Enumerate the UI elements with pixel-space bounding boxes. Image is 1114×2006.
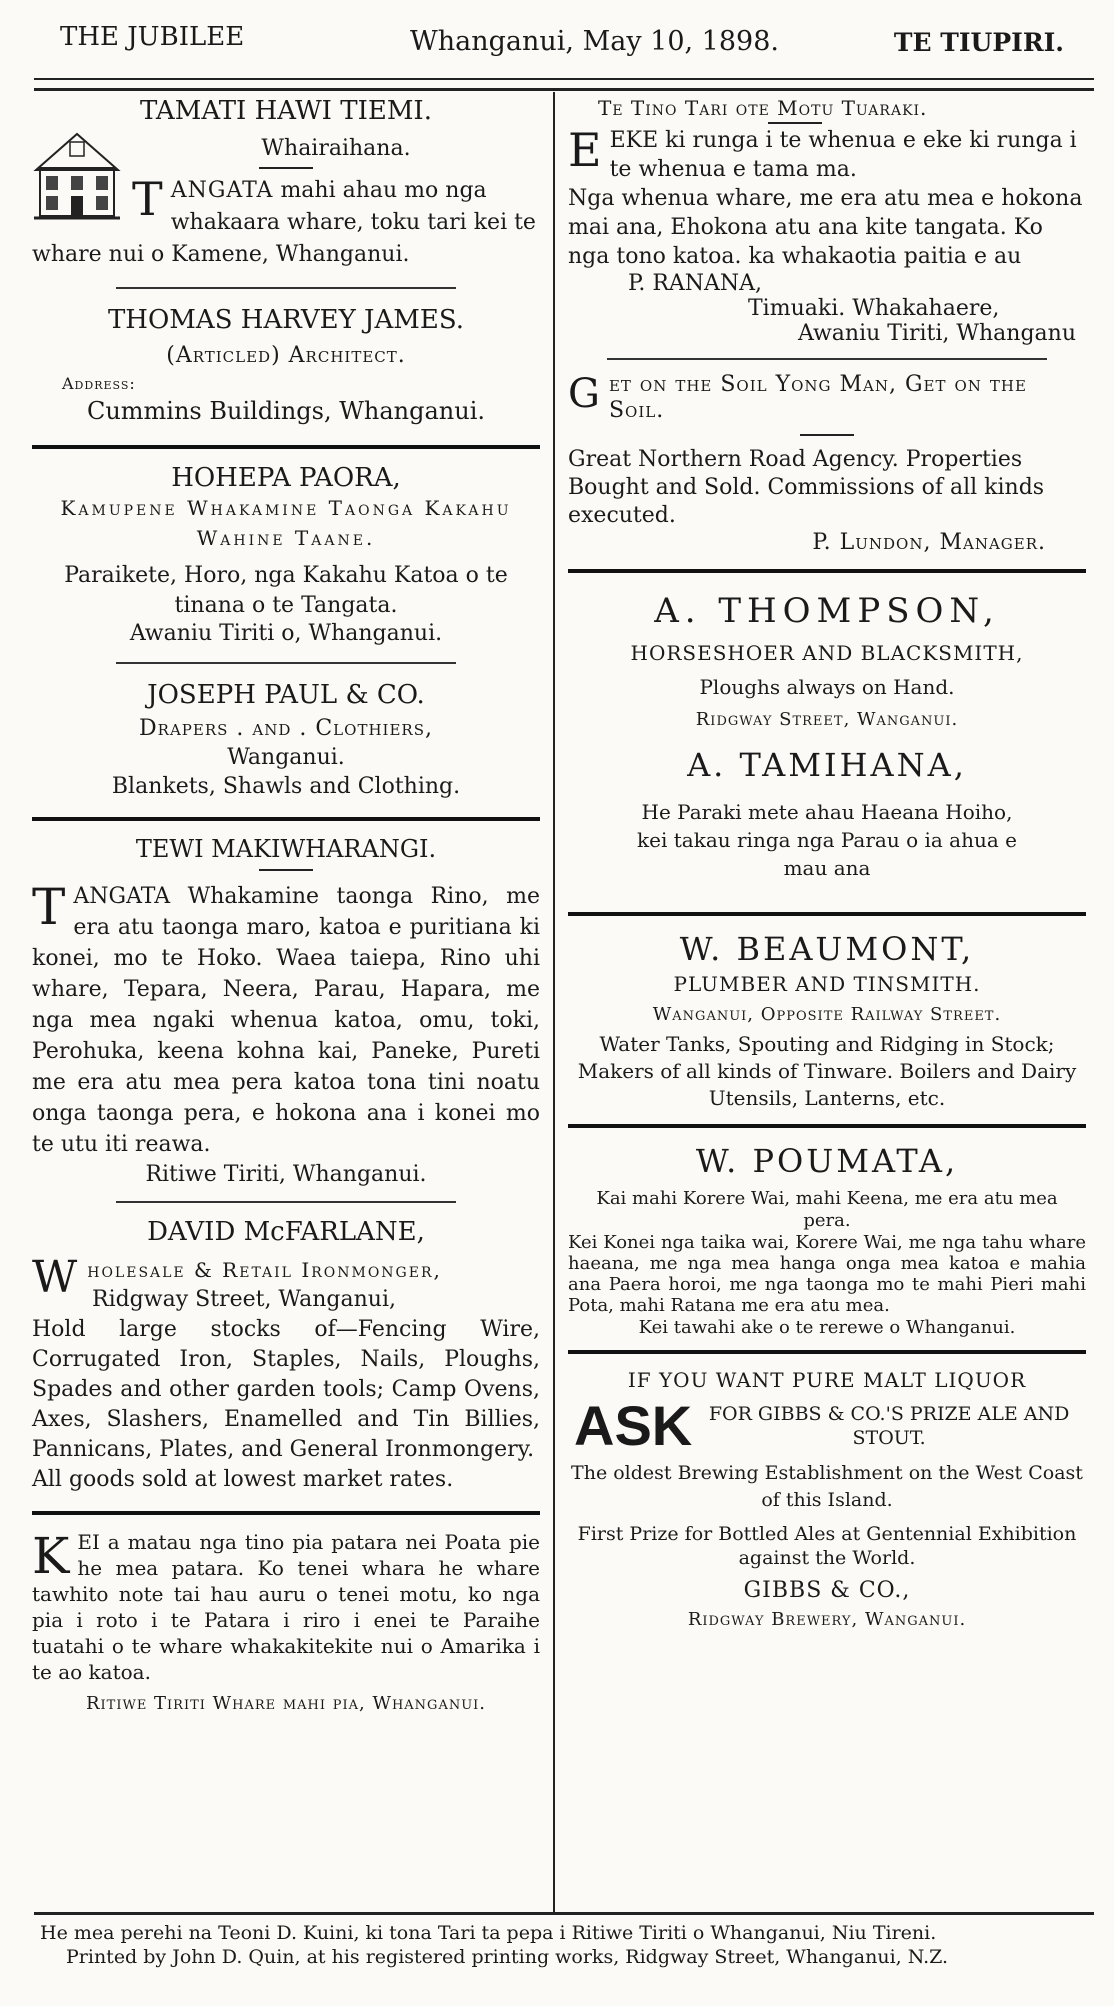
ad-thomas-address: Cummins Buildings, Whanganui.: [86, 397, 486, 425]
ad-tewi-name: TEWI MAKIWHARANGI.: [135, 835, 437, 863]
ad-david-rates: All goods sold at lowest market rates.: [32, 1467, 454, 1492]
ad-gibbs-oldest: The oldest Brewing Establishment on the West Coast of this Island.: [571, 1462, 1083, 1511]
short-rule: [800, 434, 854, 436]
ad-thompson-name: A. THOMPSON,: [654, 591, 1000, 631]
divider-thick: [32, 817, 540, 821]
ad-tuaraki-lead-line: [568, 123, 1086, 184]
ad-poumata-body1: Kai mahi Korere Wai, mahi Keena, me era atu mea pera.: [596, 1188, 1058, 1231]
ad-tuaraki-body: Nga whenua whare, me era atu mea e hokona mai ana, Ehokona atu ana kite tangata. Ko nga tono katoa. ka whakaotia paitia e au: [568, 186, 1083, 269]
divider-thick: [568, 569, 1086, 573]
ad-thompson-address: Ridgway Street, Wanganui.: [695, 709, 959, 730]
ad-beaumont-trade: PLUMBER AND TINSMITH.: [673, 972, 981, 996]
divider-thick: [568, 1350, 1086, 1354]
header-rule: [34, 78, 1094, 80]
ad-thompson: [568, 591, 1086, 730]
house-illustration-icon: [32, 128, 122, 224]
ad-david-name: DAVID McFARLANE,: [147, 1217, 425, 1247]
imprint-maori: He mea perehi na Teoni D. Kuini, ki tona Tari ta pepa i Ritiwe Tiriti o Whanganui, Niu Tireni.: [40, 1922, 937, 1944]
ad-kei: [32, 1529, 540, 1714]
masthead: [30, 22, 1084, 72]
ad-tuaraki: [568, 96, 1086, 346]
ad-thompson-ploughs: Ploughs always on Hand.: [699, 675, 955, 699]
ad-poumata: [568, 1142, 1086, 1340]
ad-soil-text: et on the Soil Yong Man, Get on the Soil.: [608, 372, 1027, 423]
dropcap: K: [32, 1527, 70, 1585]
ad-kei-body: [32, 1529, 540, 1685]
ad-beaumont-address: Wanganui, Opposite Railway Street.: [652, 1004, 1002, 1025]
ad-gibbs-headline: IF YOU WANT PURE MALT LIQUOR: [627, 1368, 1027, 1392]
ad-tuaraki-title: Te Tino Tari ote Motu Tuaraki.: [598, 96, 928, 120]
header-rule-double: [34, 88, 1094, 91]
imprint-footer: [40, 1914, 1084, 1968]
ad-tewi-address: Ritiwe Tiriti, Whanganui.: [145, 1162, 427, 1187]
ad-joseph-goods: Blankets, Shawls and Clothing.: [111, 774, 461, 799]
left-column: [32, 96, 540, 1714]
ad-lundon-body: Great Northern Road Agency. Properties Bought and Sold. Commissions of all kinds executed.: [568, 447, 1045, 528]
ad-tamati-text: mahi ahau mo nga whakaara whare, toku tari kei te whare nui o Kamene, Whanganui.: [32, 178, 536, 267]
ad-poumata-body2: Kei Konei nga taika wai, Korere Wai, me nga tahu whare haeana, me nga mea hanga onga mea katoa e mahia ana Paera horoi, me nga taonga mo te mahi Pieri mahi Pota, mahi Ratana me era atu mea.: [568, 1232, 1086, 1316]
ad-kei-address: Ritiwe Tiriti Whare mahi pia, Whanganui.: [85, 1693, 487, 1714]
short-rule: [259, 869, 313, 871]
ad-beaumont: [568, 930, 1086, 1112]
short-rule: [259, 167, 313, 169]
ad-tamati-name: TAMATI HAWI TIEMI.: [140, 96, 432, 126]
ad-tewi-body: [32, 878, 540, 1160]
dropcap: G: [568, 371, 601, 417]
divider-thick: [568, 912, 1086, 916]
ad-david: [32, 1217, 540, 1495]
ad-kei-text: EI a matau nga tino pia patara nei Poata pie he mea patara. Ko tenei whara he whare tawhito note tai hau auru o tenei motu, ko nga pia i roto i te Patara i riro i enei te Paraihe tuatahi o te whare whakakitekite nui o Amarika i te ao katoa.: [32, 1530, 540, 1684]
ad-thompson-trade: HORSESHOER AND BLACKSMITH,: [630, 641, 1024, 665]
ad-thomas-name: THOMAS HARVEY JAMES.: [107, 305, 465, 335]
ad-thomas-title: (Articled) Architect.: [166, 343, 406, 368]
ad-thomas-address-label: Address:: [62, 374, 136, 393]
divider: [116, 662, 456, 664]
ad-tuaraki-signer: P. RANANA,: [628, 271, 763, 296]
masthead-date: Whanganui, May 10, 1898.: [410, 26, 779, 57]
ad-joseph: [32, 680, 540, 799]
short-rule: [768, 122, 822, 124]
ad-soil: [568, 372, 1086, 424]
ad-tuaraki-lead: EKE ki runga i te whenua e eke ki runga i te whenua e tama ma.: [609, 128, 1077, 182]
ad-beaumont-body: Water Tanks, Spouting and Ridging in Stock; Makers of all kinds of Tinware. Boilers and Dairy Utensils, Lanterns, etc.: [577, 1032, 1077, 1110]
ad-tewi-lead: ANGATA: [73, 884, 171, 909]
ad-joseph-name: JOSEPH PAUL & CO.: [147, 680, 425, 710]
ad-hohepa-name: HOHEPA PAORA,: [171, 463, 401, 493]
ad-tamihana-body: He Paraki mete ahau Haeana Hoiho, kei takau ringa nga Parau o ia ahua e mau ana: [637, 800, 1017, 880]
ad-gibbs: [568, 1368, 1086, 1630]
divider: [116, 287, 456, 289]
ad-gibbs-address: Ridgway Brewery, Wanganui.: [687, 1609, 967, 1630]
ad-gibbs-ask-row: [568, 1394, 1086, 1457]
ad-thomas: [32, 305, 540, 425]
dropcap: E: [568, 123, 602, 177]
ad-tamati-title: Whairaihana.: [261, 136, 411, 161]
ad-tuaraki-role: Timuaki. Whakahaere,: [748, 296, 1000, 321]
divider-thick: [32, 445, 540, 449]
ad-tamihana-name: A. TAMIHANA,: [687, 746, 967, 784]
ad-lundon-sign: P. Lundon, Manager.: [812, 530, 1046, 555]
ad-beaumont-name: W. BEAUMONT,: [679, 930, 975, 968]
ad-poumata-address: Kei tawahi ake o te rerewe o Whanganui.: [638, 1317, 1016, 1338]
ad-gibbs-prize: First Prize for Bottled Ales at Gentennial Exhibition against the World.: [577, 1523, 1077, 1569]
dropcap: T: [132, 172, 163, 226]
ad-soil-line: [568, 372, 1086, 424]
ad-david-street: Ridgway Street, Wanganui,: [92, 1287, 396, 1312]
ad-tewi: [32, 835, 540, 1187]
right-column: [568, 96, 1086, 1630]
divider: [116, 1201, 456, 1203]
divider: [607, 358, 1047, 360]
ad-poumata-name: W. POUMATA,: [695, 1142, 959, 1180]
ad-hohepa-sub: Kamupene Whakamine Taonga Kakahu Wahine Taane.: [60, 496, 512, 550]
masthead-title-en: THE JUBILEE: [60, 22, 245, 52]
masthead-title-mi: TE TIUPIRI.: [893, 28, 1064, 57]
ad-tamati: [32, 96, 540, 271]
column-divider: [553, 92, 555, 1912]
divider-thick: [568, 1124, 1086, 1128]
ad-joseph-sub: Drapers . and . Clothiers,: [139, 716, 433, 741]
divider-thick: [32, 1511, 540, 1515]
dropcap: T: [32, 878, 66, 936]
ad-david-body: Hold large stocks of—Fencing Wire, Corrugated Iron, Staples, Nails, Ploughs, Spades and other garden tools; Camp Ovens, Axes, Slashers, Enamelled and Tin Billies, Pannicans, Plates, and General Ironmongery.: [32, 1317, 540, 1462]
ad-david-sub: holesale & Retail Ironmonger,: [87, 1258, 442, 1282]
ad-tewi-text: Whakamine taonga Rino, me era atu taonga maro, katoa e puritiana ki konei, mo te Hoko. Waea taiepa, Rino uhi whare, Tepara, Neera, Parau, Hapara, me nga mea ngaki whenua katoa, omu, toki, Perohuka, keena kohna kai, Paneke, Pureti me era atu mea pera katoa tona tini noatu onga taonga pera, e hokona ana i konei mo te utu iti reawa.: [32, 884, 540, 1157]
ad-hohepa-address: Awaniu Tiriti o, Whanganui.: [129, 621, 443, 646]
ad-gibbs-ask-rest: FOR GIBBS & CO.'S PRIZE ALE AND STOUT.: [708, 1403, 1070, 1449]
ad-tamati-lead: ANGATA: [170, 178, 274, 203]
ad-hohepa: [32, 463, 540, 646]
dropcap: W: [32, 1252, 80, 1303]
ad-tuaraki-address: Awaniu Tiriti, Whanganu: [798, 321, 1076, 346]
ad-joseph-town: Wanganui.: [227, 745, 345, 770]
imprint-english: Printed by John D. Quin, at his registered printing works, Ridgway Street, Whanganui, N.Z.: [66, 1946, 949, 1968]
ad-gibbs-name: GIBBS & CO.,: [743, 1578, 911, 1603]
ad-gibbs-ask: ASK: [574, 1394, 693, 1457]
ad-lundon: [568, 446, 1086, 555]
ad-hohepa-body: Paraikete, Horo, nga Kakahu Katoa o te tinana o te Tangata.: [64, 563, 508, 618]
ad-tamihana: [568, 746, 1086, 882]
